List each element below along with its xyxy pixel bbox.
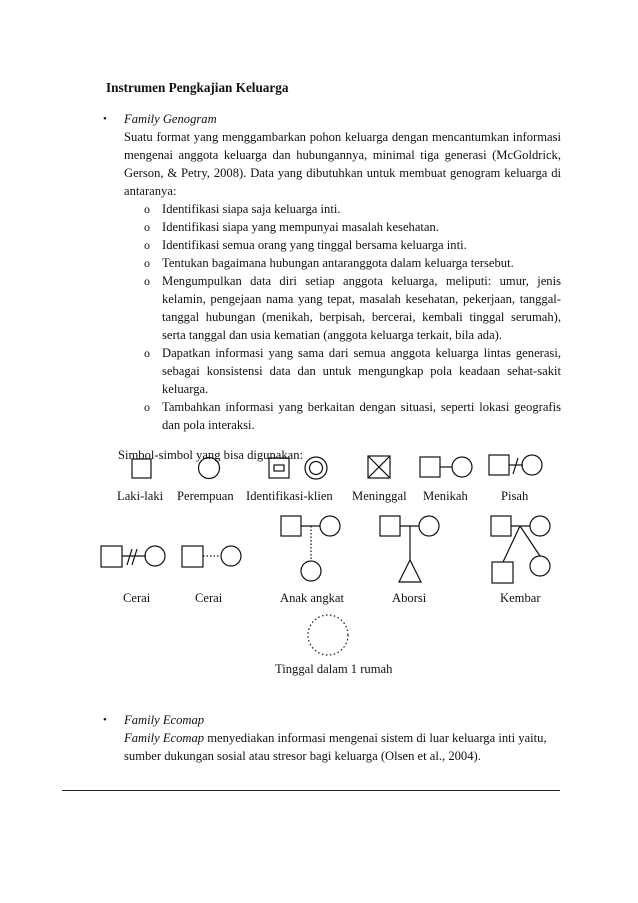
list-item: tanggal hubungan (menikah, berpisah, bercerai, kembali tinggal serumah), [162,310,561,324]
ecomap-line1-rest: menyediakan informasi mengenai sistem di luar keluarga inti yaitu, [204,731,547,745]
client-identification-circle-icon [305,457,327,479]
separated-icon [489,455,542,475]
divorced-dotted-icon [182,546,241,567]
paragraph-line: mengenai anggota keluarga dan hubungannya, minimal tiga generasi (McGoldrick, [124,148,561,162]
list-marker: o [144,202,150,216]
paragraph-line: Gerson, & Petry, 2008). Data yang dibutuhkan untuk membuat genogram keluarga di [124,166,561,180]
list-marker: o [144,274,150,288]
list-item: Tambahkan informasi yang berkaitan dengan situasi, seperti lokasi geografis [162,400,561,414]
divorced-icon [101,546,165,567]
paragraph-line: antaranya: [124,184,177,198]
bullet: • [103,113,107,125]
list-item: sebagai konsistensi data dan untuk mengungkap pola keadaan sehat-sakit [162,364,561,378]
symbol-label: Identifikasi-klien [246,489,333,503]
list-item: serta tanggal dan usia kematian (anggota keluarga terkait, bila ada). [162,328,503,342]
abortion-icon [380,516,439,582]
symbol-label: Meninggal [352,489,407,503]
symbol-label: Anak angkat [280,591,344,605]
list-marker: o [144,220,150,234]
list-item: Identifikasi siapa saja keluarga inti. [162,202,341,216]
symbol-label: Tinggal dalam 1 rumah [275,662,393,676]
list-item: kelamin, pengejaan nama yang tepat, masalah kesehatan, pekerjaan, tanggal- [162,292,561,306]
list-item: Identifikasi semua orang yang tinggal bersama keluarga inti. [162,238,467,252]
list-item: Dapatkan informasi yang sama dari semua anggota keluarga lintas generasi, [162,346,561,360]
list-marker: o [144,256,150,270]
list-item: keluarga. [162,382,209,396]
deceased-icon [368,456,390,478]
list-marker: o [144,238,150,252]
symbol-label: Aborsi [392,591,427,605]
list-marker: o [144,400,150,414]
paragraph-line: sumber dukungan sosial atau stresor bagi keluarga (Olsen et al., 2004). [124,749,481,763]
section-title-genogram: Family Genogram [124,112,217,126]
symbol-label: Menikah [423,489,468,503]
list-item: dan pola interaksi. [162,418,255,432]
twins-icon [491,516,550,583]
page-heading: Instrumen Pengkajian Keluarga [106,80,289,95]
symbol-label: Pisah [501,489,529,503]
paragraph-line: Suatu format yang menggambarkan pohon keluarga dengan mencantumkan informasi [124,130,561,144]
list-item: Mengumpulkan data diri setiap anggota keluarga, meliputi: umur, jenis [162,274,561,288]
section-title-ecomap: Family Ecomap [124,713,205,727]
list-marker: o [144,346,150,360]
symbols-heading: Simbol-simbol yang bisa digunakan: [118,448,304,462]
symbol-label: Cerai [195,591,223,605]
bullet: • [103,714,107,726]
symbol-label: Cerai [123,591,151,605]
paragraph-line [124,729,561,747]
list-item: Identifikasi siapa yang mempunyai masalah kesehatan. [162,220,439,234]
horizontal-rule [62,790,560,791]
symbol-label: Laki-laki [117,489,164,503]
married-icon [420,457,472,477]
male-square-icon [132,459,151,478]
symbol-label: Perempuan [177,489,234,503]
female-circle-icon [199,458,220,479]
client-identification-icon [269,458,289,478]
list-item: Tentukan bagaimana hubungan antaranggota dalam keluarga tersebut. [162,256,514,270]
adopted-child-icon [281,516,340,581]
household-dotted-circle-icon [308,615,348,655]
symbol-label: Kembar [500,591,541,605]
ecomap-lead: Family Ecomap [124,731,205,745]
